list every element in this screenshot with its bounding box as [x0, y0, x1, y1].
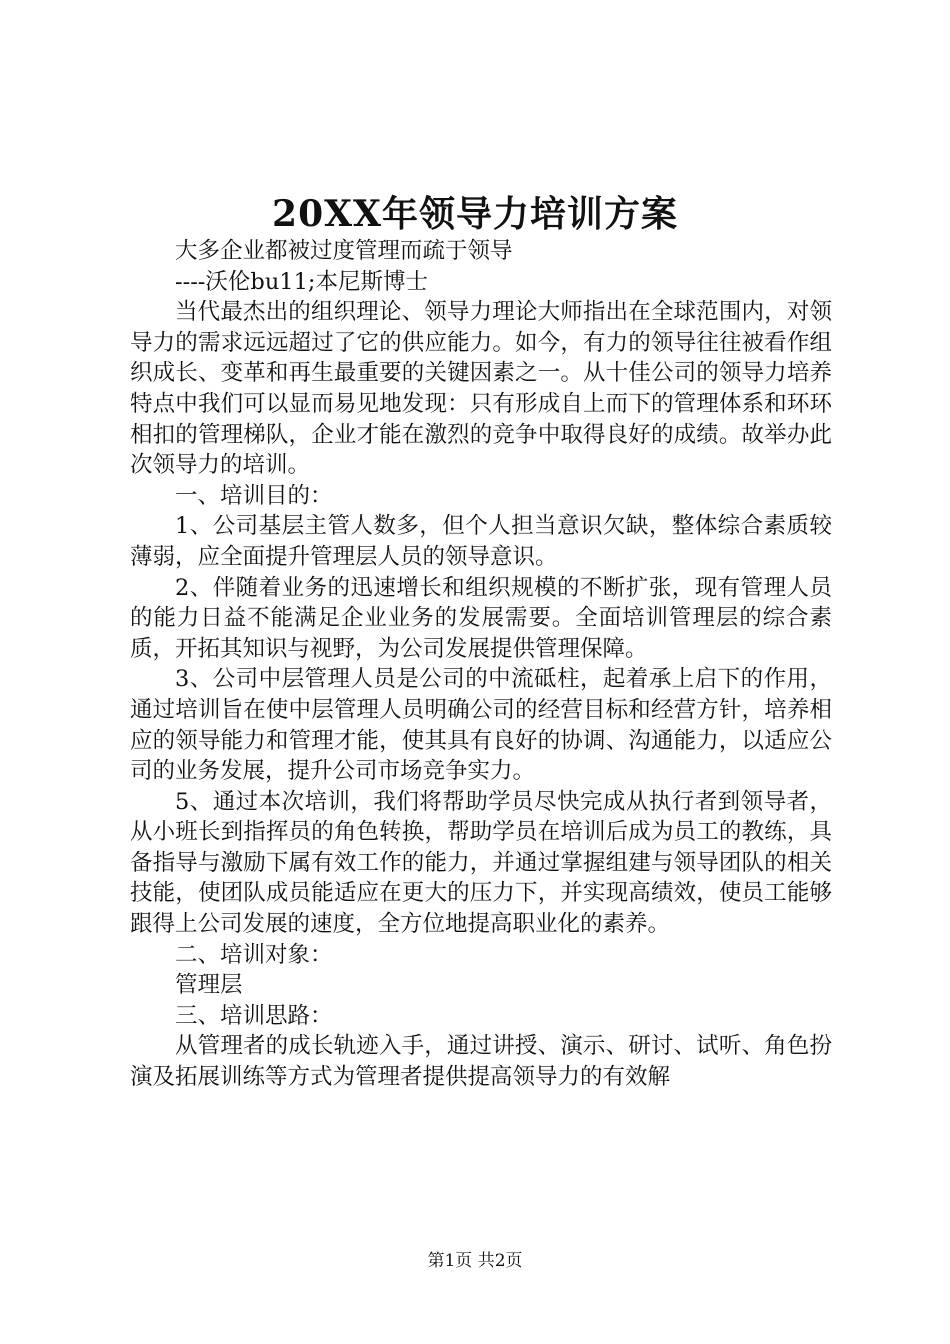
paragraph-purpose-3: 3、公司中层管理人员是公司的中流砥柱，起着承上启下的作用，通过培训旨在使中层管理人员明确公司的经营目标和经营方针，培养相应的领导能力和管理才能，使其具有良好的协调、沟通能力，以适应公司的业务发展，提升公司市场竞争实力。	[130, 666, 832, 785]
paragraph-purpose-2: 2、伴随着业务的迅速增长和组织规模的不断扩张，现有管理人员的能力日益不能满足企业业务的发展需要。全面培训管理层的综合素质，开拓其知识与视野，为公司发展提供管理保障。	[130, 574, 832, 662]
document-body	[130, 236, 832, 1093]
section-heading-audience: 二、培训对象：	[175, 941, 333, 968]
section-heading-approach: 三、培训思路：	[175, 1002, 333, 1029]
paragraph-epigraph: 大多企业都被过度管理而疏于领导	[175, 238, 513, 264]
document-title: 20XX年领导力培训方案	[272, 193, 678, 235]
section-heading-purpose: 一、培训目的：	[175, 482, 333, 509]
paragraph-approach: 从管理者的成长轨迹入手，通过讲授、演示、研讨、试听、角色扮演及拓展训练等方式为管理者提供提高领导力的有效解	[130, 1033, 832, 1091]
paragraph-purpose-5: 5、通过本次培训，我们将帮助学员尽快完成从执行者到领导者，从小班长到指挥员的角色转换，帮助学员在培训后成为员工的教练，具备指导与激励下属有效工作的能力，并通过掌握组建与领导团队的相关技能，使团队成员能适应在更大的压力下，并实现高绩效，使员工能够跟得上公司发展的速度，全方位地提高职业化的素养。	[130, 788, 832, 938]
paragraph-audience: 管理层	[175, 972, 243, 999]
paragraph-epigraph-author: ----沃伦bu11;本尼斯博士	[175, 268, 429, 295]
paragraph-purpose-1: 1、公司基层主管人数多，但个人担当意识欠缺，整体综合素质较薄弱，应全面提升管理层人员的领导意识。	[130, 513, 832, 570]
paragraph-intro: 当代最杰出的组织理论、领导力理论大师指出在全球范围内，对领导力的需求远远超过了它的供应能力。如今，有力的领导往往被看作组织成长、变革和再生最重要的关键因素之一。从十佳公司的领导力培养特点中我们可以显而易见地发现：只有形成自上而下的管理体系和环环相扣的管理梯队，企业才能在激烈的竞争中取得良好的成绩。故举办此次领导力的培训。	[130, 299, 832, 479]
page-number-footer: 第1页 共2页	[427, 1251, 523, 1271]
